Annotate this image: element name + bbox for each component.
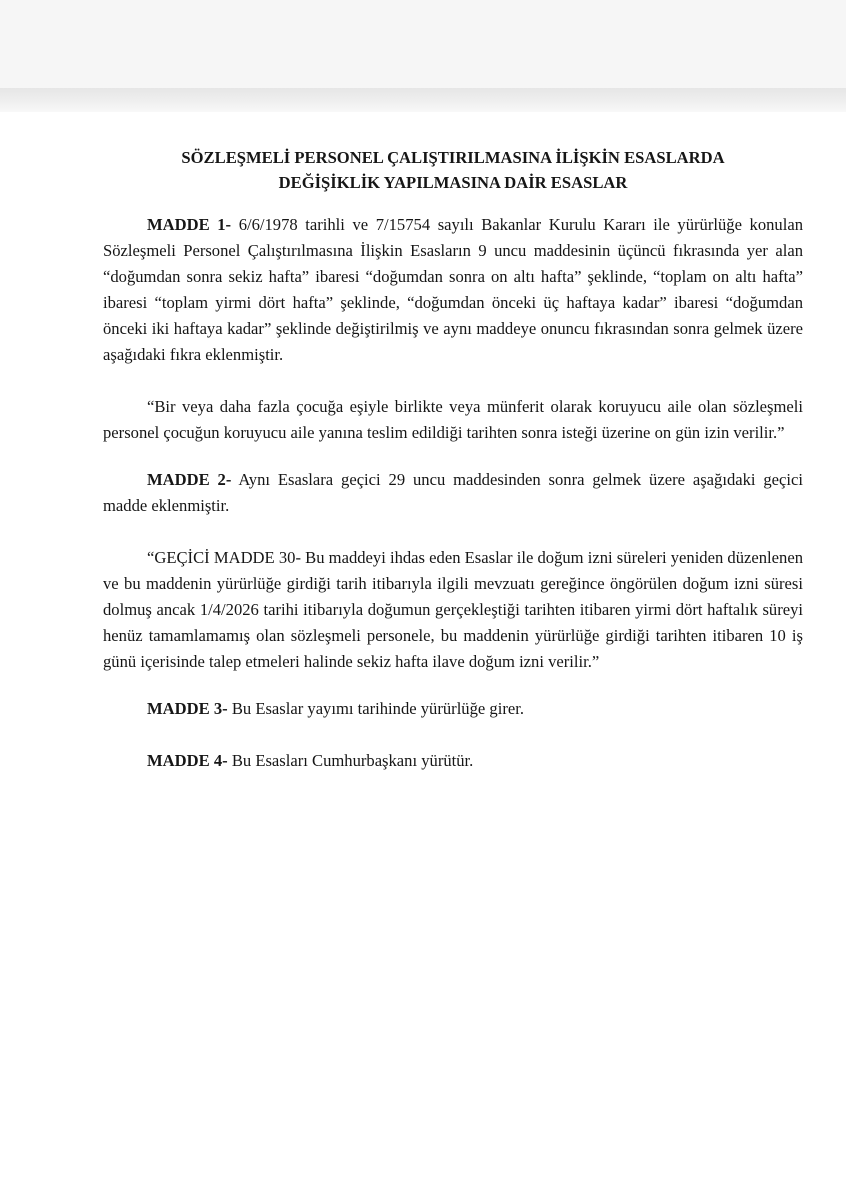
article-3	[103, 696, 803, 722]
document-page	[0, 112, 846, 1199]
article-2-text: Aynı Esaslara geçici 29 uncu maddesinden sonra gelmek üzere aşağıdaki geçici madde eklenmiştir.	[103, 470, 803, 515]
document-title	[103, 145, 803, 195]
title-line-1: SÖZLEŞMELİ PERSONEL ÇALIŞTIRILMASINA İLİŞKİN ESASLARDA	[181, 148, 725, 167]
page-edge-shadow	[0, 88, 846, 112]
article-1	[103, 212, 803, 368]
title-line-2: DEĞİŞİKLİK YAPILMASINA DAİR ESASLAR	[278, 173, 628, 192]
article-1-label: MADDE 1-	[147, 215, 232, 234]
article-2-quoted-paragraph: “GEÇİCİ MADDE 30- Bu maddeyi ihdas eden Esaslar ile doğum izni süreleri yeniden düzenlenen ve bu maddenin yürürlüğe girdiği tarih itibarıyla ilgili mevzuatı gereğince öngörülen doğum izni süresi dolmuş ancak 1/4/2026 tarihi itibarıyla doğumun gerçekleştiği tarihten itibaren yirmi dört haftalık süreyi henüz tamamlamamış olan sözleşmeli personele, bu maddenin yürürlüğe girdiği tarihten itibaren 10 iş günü içerisinde talep etmeleri halinde sekiz hafta ilave doğum izni verilir.”	[103, 548, 803, 671]
article-3-text: Bu Esaslar yayımı tarihinde yürürlüğe girer.	[231, 699, 524, 718]
article-2-label: MADDE 2-	[147, 470, 232, 489]
screen-top-margin	[0, 0, 846, 88]
article-3-label: MADDE 3-	[147, 699, 228, 718]
article-4	[103, 748, 803, 774]
article-1-text: 6/6/1978 tarihli ve 7/15754 sayılı Bakanlar Kurulu Kararı ile yürürlüğe konulan Sözleşmeli Personel Çalıştırılmasına İlişkin Esasların 9 uncu maddesinin üçüncü fıkrasında yer alan “doğumdan sonra sekiz hafta” ibaresi “doğumdan sonra on altı hafta” şeklinde, “toplam on altı hafta” ibaresi “toplam yirmi dört hafta” şeklinde, “doğumdan önceki üç haftaya kadar” ibaresi “doğumdan önceki iki haftaya kadar” şeklinde değiştirilmiş ve aynı maddeye onuncu fıkrasından sonra gelmek üzere aşağıdaki fıkra eklenmiştir.	[103, 215, 803, 364]
article-4-label: MADDE 4-	[147, 751, 228, 770]
article-1-quoted-paragraph: “Bir veya daha fazla çocuğa eşiyle birlikte veya münferit olarak koruyucu aile olan sözleşmeli personel çocuğun koruyucu aile yanına teslim edildiği tarihten sonra isteği üzerine on gün izin verilir.”	[103, 397, 803, 442]
article-2	[103, 467, 803, 519]
article-4-text: Bu Esasları Cumhurbaşkanı yürütür.	[231, 751, 474, 770]
document-body	[103, 145, 803, 800]
